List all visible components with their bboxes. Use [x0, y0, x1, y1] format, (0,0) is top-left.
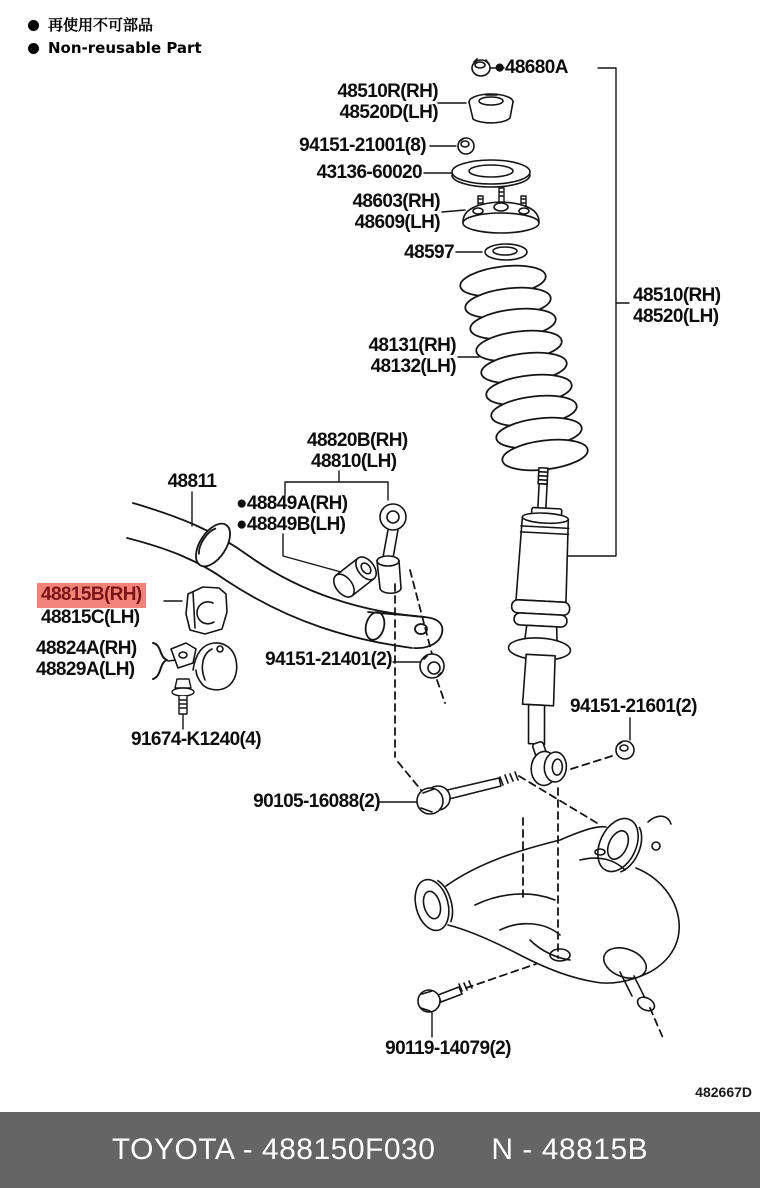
label-90119-14079[interactable] — [371, 1039, 525, 1060]
label-48849A-48849B[interactable] — [236, 494, 348, 535]
label-48510-48520[interactable] — [633, 286, 721, 327]
bushing-48815-drawing — [186, 587, 227, 634]
brace-48824 — [153, 643, 167, 679]
label-43136-60020[interactable] — [266, 163, 422, 184]
label-48811[interactable] — [161, 472, 223, 493]
legend-row-jp — [28, 14, 202, 37]
label-48820B-48810[interactable] — [307, 431, 408, 472]
drawing-code: 482667D — [695, 1084, 752, 1100]
footer-catalog-code: N - 48815B — [491, 1133, 649, 1166]
part-43136-60020[interactable]: 43136-60020 — [316, 162, 422, 183]
nut-94151-21401-drawing — [420, 654, 444, 678]
label-48824A-48829A[interactable] — [36, 639, 137, 680]
part-94151-21601[interactable]: 94151-21601(2) — [570, 696, 697, 717]
label-48131-48132[interactable] — [330, 336, 456, 377]
nut-48680A-drawing — [472, 59, 490, 76]
label-48680A[interactable] — [494, 58, 568, 79]
part-48815C[interactable]: 48815C(LH) — [41, 606, 140, 628]
label-48603-48609[interactable] — [300, 192, 440, 233]
part-48132[interactable]: 48132(LH) — [370, 355, 456, 377]
part-94151-21001[interactable]: 94151-21001(8) — [299, 135, 426, 156]
part-48849A[interactable]: ●48849A(RH) — [236, 493, 348, 514]
label-90105-16088[interactable] — [226, 792, 380, 813]
part-90105-16088[interactable]: 90105-16088(2) — [253, 791, 380, 812]
part-48520[interactable]: 48520(LH) — [633, 305, 719, 327]
shock-absorber-drawing — [501, 467, 582, 787]
part-48824A[interactable]: 48824A(RH) — [36, 638, 137, 659]
bolt-90119-drawing — [418, 981, 472, 1012]
part-48810[interactable]: 48810(LH) — [311, 450, 397, 472]
footer-brand-part: TOYOTA - 488150F030 — [111, 1133, 436, 1166]
part-48603[interactable]: 48603(RH) — [352, 191, 440, 212]
part-48609[interactable]: 48609(LH) — [354, 211, 440, 233]
nut-94151-21601-drawing — [616, 741, 634, 759]
legend-en-text: Non-reusable Part — [48, 39, 202, 57]
part-48131[interactable]: 48131(RH) — [368, 335, 456, 356]
part-48811[interactable]: 48811 — [167, 471, 217, 492]
legend-jp-text: 再使用不可部品 — [48, 16, 154, 34]
non-reusable-dot-icon — [28, 43, 39, 54]
label-91674-K1240[interactable] — [120, 730, 272, 751]
part-48820B[interactable]: 48820B(RH) — [307, 430, 408, 451]
part-48597[interactable]: 48597 — [404, 242, 454, 263]
legend-row-en — [28, 37, 202, 60]
part-48520D[interactable]: 48520D(LH) — [339, 101, 438, 123]
part-90119-14079[interactable]: 90119-14079(2) — [385, 1038, 511, 1059]
label-48510R-48520D[interactable] — [296, 82, 438, 123]
label-94151-21001[interactable] — [266, 136, 426, 157]
lower-arm-drawing — [410, 812, 679, 1014]
part-91674-K1240[interactable]: 91674-K1240(4) — [131, 729, 261, 750]
part-48680A[interactable]: ●48680A — [494, 57, 568, 78]
part-48510[interactable]: 48510(RH) — [633, 285, 721, 306]
legend — [28, 14, 202, 60]
ring-48597-drawing — [485, 244, 527, 260]
disc-43136-drawing — [452, 160, 530, 187]
part-48815B-highlighted[interactable]: 48815B(RH) — [37, 583, 146, 608]
label-94151-21601[interactable] — [570, 697, 697, 718]
cap-48510R-drawing — [469, 94, 513, 123]
part-48849B[interactable]: ●48849B(LH) — [236, 513, 346, 535]
nut-94151-21001-drawing — [458, 138, 474, 154]
link-bushing-drawing — [330, 553, 381, 601]
stabilizer-link-drawing — [377, 504, 406, 593]
non-reusable-dot-icon — [28, 20, 39, 31]
label-48597[interactable] — [350, 243, 454, 264]
bolt-90105-drawing — [417, 772, 518, 814]
footer-bar — [0, 1112, 760, 1188]
bolt-91674-drawing — [172, 679, 194, 714]
part-48510R[interactable]: 48510R(RH) — [337, 81, 438, 102]
support-48603-drawing — [463, 188, 539, 233]
coil-spring-drawing — [459, 261, 590, 474]
label-48815B-48815C[interactable] — [41, 585, 146, 628]
label-94151-21401[interactable] — [238, 650, 392, 671]
part-48829A[interactable]: 48829A(LH) — [36, 658, 135, 680]
part-94151-21401[interactable]: 94151-21401(2) — [265, 649, 392, 670]
